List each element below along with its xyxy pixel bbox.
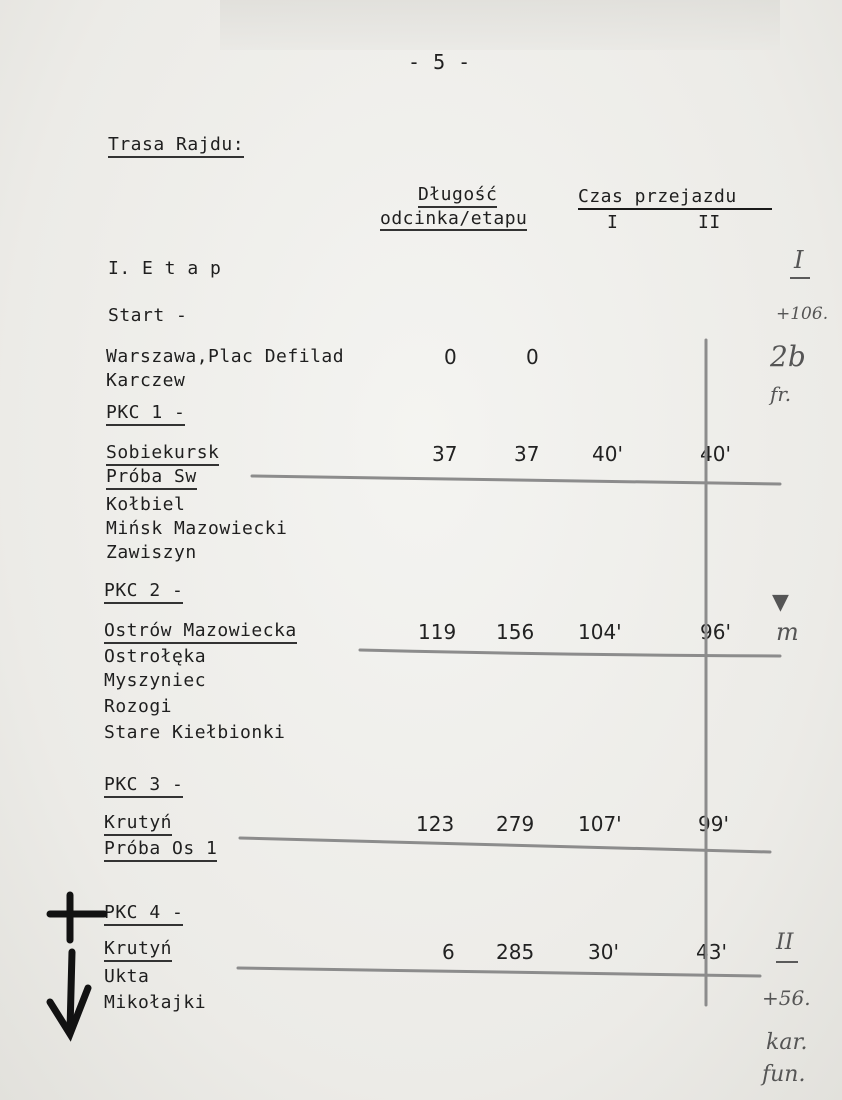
margin-triangle: ▼ [772,590,789,615]
place-karczew: Karczew [106,370,186,391]
place-myszyniec: Myszyniec [104,670,207,691]
place-stare: Stare Kiełbionki [104,722,286,743]
time1-sobiekursk: 40' [592,442,623,466]
place-zawiszyn: Zawiszyn [106,542,197,563]
length-warszawa: 0 [444,345,457,369]
place-rozogi: Rozogi [104,696,173,717]
margin-m: m [776,618,799,646]
margin-roman-I: I [794,246,804,274]
place-mikolajki: Mikołajki [104,992,207,1013]
time2-ostrow: 96' [700,620,731,644]
header-time: Czas przejazdu [578,186,737,210]
time2-krutyn-2: 43' [696,940,727,964]
place-ostroleka: Ostrołęka [104,646,207,667]
length-krutyn-2: 6 [442,940,455,964]
pencil-lines [238,340,780,1005]
header-length-sub: odcinka/etapu [380,208,528,229]
total-krutyn-2: 285 [496,940,535,964]
total-warszawa: 0 [526,345,539,369]
place-ukta: Ukta [104,966,150,987]
time2-krutyn-1: 99' [698,812,729,836]
place-sobiekursk: Sobiekursk [106,442,219,466]
checkpoint-pkc3: PKC 3 - [104,774,183,798]
checkpoint-pkc2: PKC 2 - [104,580,183,604]
time1-krutyn-2: 30' [588,940,619,964]
place-kolbiel: Kołbiel [106,494,186,515]
time2-sobiekursk: 40' [700,442,731,466]
margin-kar: kar. [766,1030,808,1055]
margin-fun: fun. [762,1062,806,1087]
start-label: Start - [108,305,188,326]
header-time-II: II [698,212,721,233]
page-title: Trasa Rajdu: [108,134,244,158]
place-ostrow: Ostrów Mazowiecka [104,620,297,644]
margin-2b: 2b [770,340,806,373]
place-proba-sw: Próba Sw [106,466,197,490]
margin-roman-II: II [776,930,794,955]
ink-cross-and-arrow [50,895,104,1034]
margin-fr: fr. [770,382,792,406]
length-krutyn-1: 123 [416,812,455,836]
margin-plus106: +106. [776,304,829,324]
time1-krutyn-1: 107' [578,812,622,836]
checkpoint-pkc1: PKC 1 - [106,402,185,426]
stage-label: I. E t a p [108,258,222,279]
place-krutyn-1: Krutyń [104,812,172,836]
header-length: Długość [418,184,497,208]
length-ostrow: 119 [418,620,457,644]
total-ostrow: 156 [496,620,535,644]
length-sobiekursk: 37 [432,442,458,466]
checkpoint-pkc4: PKC 4 - [104,902,183,926]
place-warszawa: Warszawa,Plac Defilad [106,346,345,367]
margin-plus56: +56. [762,986,811,1010]
header-time-I: I [607,212,619,233]
page-number: - 5 - [408,50,471,74]
place-proba-os: Próba Os 1 [104,838,217,862]
place-minsk: Mińsk Mazowiecki [106,518,288,539]
place-krutyn-2: Krutyń [104,938,172,962]
total-krutyn-1: 279 [496,812,535,836]
total-sobiekursk: 37 [514,442,540,466]
time1-ostrow: 104' [578,620,622,644]
